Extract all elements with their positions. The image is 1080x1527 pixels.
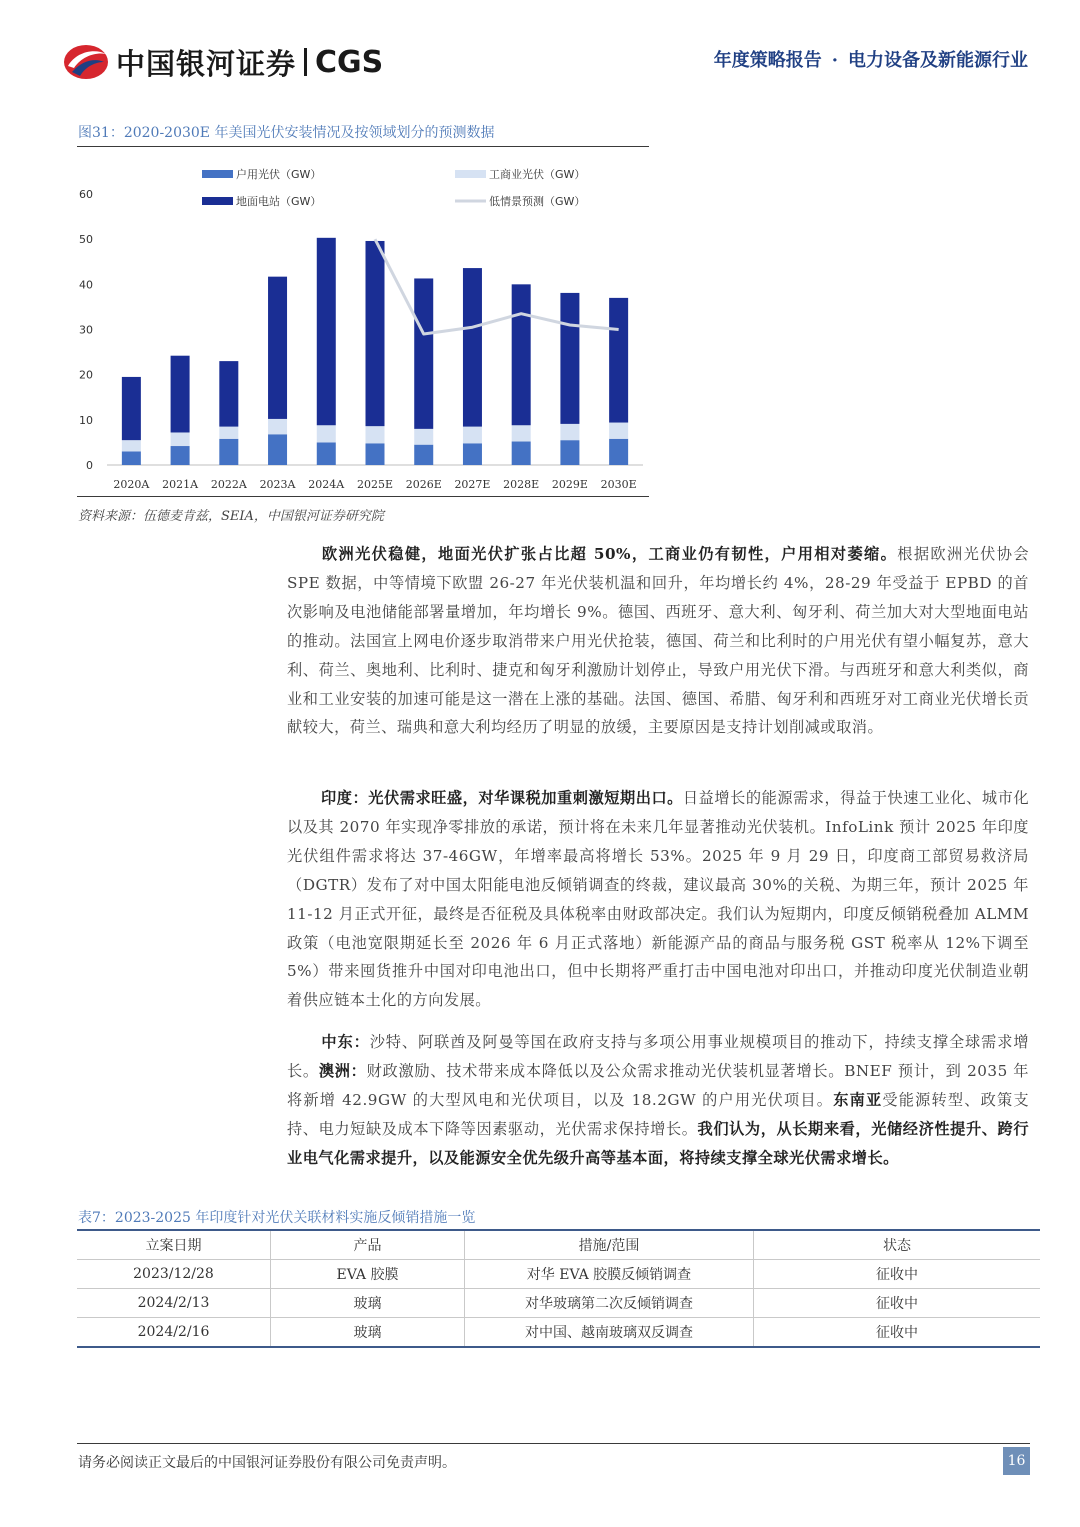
legend-swatch: [202, 170, 233, 178]
paragraph-europe-lead: 欧洲光伏稳健，地面光伏扩张占比超 50%，工商业仍有韧性，户用相对萎缩。: [321, 545, 898, 563]
y-tick-label: 20: [79, 368, 93, 382]
page-number: 16: [1003, 1447, 1030, 1475]
bar-residential: [268, 434, 287, 465]
bar-utility: [122, 377, 141, 440]
bar-commercial: [317, 425, 336, 442]
footer-disclaimer: 请务必阅读正文最后的中国银河证券股份有限公司免责声明。: [78, 1455, 456, 1471]
x-tick-label: 2022A: [210, 478, 247, 491]
bar-commercial: [463, 427, 482, 444]
bar-commercial: [414, 429, 433, 445]
conclusion-text: 我们认为，从长期来看，光储经济性提升、跨行业电气化需求提升，以及能源安全优先级升高等基本面，将持续支撑全球光伏需求增长。: [287, 1119, 1030, 1167]
legend-swatch: [455, 170, 486, 178]
pv-installation-chart: [77, 150, 649, 496]
cell-product: 玻璃: [271, 1289, 465, 1318]
footer-rule: [77, 1443, 1030, 1444]
cell-date: 2024/2/16: [77, 1318, 271, 1347]
table-caption: 表7：2023-2025 年印度针对光伏关联材料实施反倾销措施一览: [78, 1210, 476, 1226]
y-tick-label: 50: [79, 233, 93, 247]
bar-commercial: [512, 425, 531, 441]
bar-utility: [171, 356, 190, 433]
legend-label: 低情景预测（GW）: [489, 195, 586, 208]
header-separator: ·: [831, 50, 838, 71]
bar-residential: [560, 440, 579, 465]
x-tick-label: 2026E: [405, 478, 442, 491]
company-logo: [62, 38, 392, 86]
legend-label: 地面电站（GW）: [236, 195, 322, 208]
cell-product: EVA 胶膜: [271, 1260, 465, 1289]
cell-measure: 对华 EVA 胶膜反倾销调查: [465, 1260, 754, 1289]
table-row: [77, 1289, 1040, 1318]
y-tick-label: 60: [79, 188, 93, 201]
figure-source: 资料来源：伍德麦肯兹，SEIA，中国银河证券研究院: [78, 509, 384, 524]
header-filing-date: 立案日期: [77, 1231, 271, 1260]
bar-residential: [317, 442, 336, 465]
bar-residential: [512, 442, 531, 465]
galaxy-logo-icon: [62, 42, 110, 82]
chart-legend: [202, 167, 585, 208]
x-tick-label: 2028E: [503, 478, 540, 491]
bar-utility: [219, 361, 238, 426]
bar-residential: [219, 439, 238, 465]
x-tick-label: 2029E: [551, 478, 588, 491]
bar-commercial: [122, 440, 141, 451]
bar-utility: [609, 298, 628, 423]
x-tick-label: 2020A: [113, 478, 150, 491]
figure-caption: 图31：2020-2030E 年美国光伏安装情况及按领域划分的预测数据: [78, 125, 495, 141]
y-tick-label: 10: [79, 413, 93, 427]
industry-name: 电力设备及新能源行业: [848, 50, 1028, 71]
y-tick-label: 30: [79, 323, 93, 337]
y-tick-label: 0: [86, 459, 93, 472]
table-row: [77, 1260, 1040, 1289]
paragraph-europe-text: 根据欧洲光伏协会 SPE 数据，中等情境下欧盟 26-27 年光伏装机温和回升，年均增长约 4%，28-29 年受益于 EPBD 的首次影响及电池储能部署量增加，年均增长 9%。德国、西班牙、意大利、匈牙利、荷兰加大对大型地面电站的推动。法国宣上网电价逐步取消带来户用光伏抢装，德国、荷兰和比利时的户用光伏有望小幅复苏，意大利、荷兰、奥地利、比利时、捷克和匈牙利激励计划停止，导致户用光伏下滑。与西班牙和意大利类似，商业和工业安装的加速可能是这一潜在上涨的基础。法国、德国、希腊、匈牙利和西班牙对工商业光伏增长贡献较大，荷兰、瑞典和意大利均经历了明显的放缓，主要原因是支持计划削减或取消。: [287, 545, 1030, 737]
logo-cn-text: 中国银河证券: [116, 46, 297, 81]
bar-commercial: [171, 432, 190, 446]
southeast-asia-lead: 东南亚: [833, 1090, 883, 1109]
bar-utility: [414, 278, 433, 428]
bar-utility: [512, 284, 531, 425]
figure-bottom-rule: [77, 496, 649, 497]
header-status: 状态: [754, 1231, 1041, 1260]
cell-measure: 对华玻璃第二次反倾销调查: [465, 1289, 754, 1318]
bar-series: [122, 238, 628, 465]
y-axis: [79, 188, 643, 472]
bar-residential: [366, 443, 385, 465]
bar-utility: [268, 277, 287, 419]
table-row: [77, 1318, 1040, 1347]
y-tick-label: 40: [79, 278, 93, 292]
cell-measure: 对中国、越南玻璃双反调查: [465, 1318, 754, 1347]
bar-utility: [366, 241, 385, 426]
anti-dumping-table: [77, 1229, 1040, 1348]
table-header-row: [77, 1231, 1040, 1260]
bar-residential: [171, 446, 190, 465]
bar-commercial: [560, 424, 579, 440]
report-header: [714, 46, 1028, 72]
legend-swatch: [202, 197, 233, 205]
bar-residential: [609, 439, 628, 465]
logo-divider: [304, 48, 307, 76]
cell-status: 征收中: [876, 1325, 918, 1341]
bar-commercial: [609, 423, 628, 439]
middle-east-text: 沙特、阿联酋及阿曼等国在政府支持与多项公用事业规模项目的推动下，持续支撑全球需求增长。: [287, 1033, 1030, 1080]
cell-product: 玻璃: [271, 1318, 465, 1347]
middle-east-lead: 中东：: [321, 1033, 370, 1051]
x-tick-label: 2021A: [162, 478, 199, 491]
southeast-asia-text: 受能源转型、政策支持、电力短缺及成本下降等因素驱动，光伏需求保持增长。: [287, 1090, 1029, 1138]
bar-commercial: [268, 419, 287, 434]
x-tick-label: 2025E: [356, 478, 394, 491]
bar-commercial: [219, 427, 238, 439]
bar-utility: [317, 238, 336, 425]
paragraph-india-lead: 印度：光伏需求旺盛，对华课税加重刺激短期出口。: [321, 789, 683, 807]
figure-top-rule: [77, 146, 649, 147]
low-scenario-polyline: [375, 239, 619, 334]
cell-status: 征收中: [754, 1260, 1041, 1289]
low-scenario-line: [375, 239, 619, 334]
cell-date: 2024/2/13: [77, 1289, 271, 1318]
header-product: 产品: [271, 1231, 465, 1260]
bar-residential: [463, 443, 482, 465]
x-tick-label: 2027E: [454, 478, 491, 491]
legend-label: 工商业光伏（GW）: [489, 168, 586, 181]
bar-utility: [560, 293, 579, 424]
paragraph-other-markets: [287, 1028, 1029, 1173]
report-type: 年度策略报告: [713, 50, 822, 71]
australia-lead: 澳洲：: [318, 1061, 367, 1080]
paragraph-india: [287, 784, 1029, 1015]
logo-en-text: CGS: [315, 44, 384, 80]
paragraph-europe: [287, 540, 1029, 742]
bar-utility: [463, 268, 482, 427]
header-measure: 措施/范围: [465, 1231, 754, 1260]
x-tick-label: 2023A: [259, 478, 296, 491]
australia-text: 财政激励、技术带来成本降低以及公众需求推动光伏装机显著增长。BNEF 预计，到 2035 年将新增 42.9GW 的大型风电和光伏项目，以及 18.2GW 的户用光伏项目。: [287, 1061, 1029, 1109]
x-tick-label: 2030E: [600, 478, 637, 491]
x-axis: [113, 478, 636, 491]
cell-date: 2023/12/28: [77, 1260, 271, 1289]
bar-residential: [414, 445, 433, 465]
bar-commercial: [366, 426, 385, 443]
bar-residential: [122, 451, 141, 465]
paragraph-india-text: 日益增长的能源需求，得益于快速工业化、城市化以及其 2070 年实现净零排放的承诺，预计将在未来几年显著推动光伏装机。InfoLink 预计 2025 年印度光伏组件需求将达 37-46GW，年增率最高将增长 53%。2025 年 9 月 29 日，印度商工部贸易救济局（DGTR）发布了对中国太阳能电池反倾销调查的终裁，建议最高 30%的关税、为期三年，预计 2025 年 11-12 月正式开征，最终是否征税及具体税率由财政部决定。我们认为短期内，印度反倾销税叠加 ALMM 政策（电池宽限期延长至 2026 年 6 月正式落地）新能源产品的商品与服务税 GST 税率从 12%下调至 5%）带来囤货推升中国对印电池出口，但中长期将严重打击中国电池对印出口，并推动印度光伏制造业朝着供应链本土化的方向发展。: [287, 789, 1030, 1010]
cell-status: 征收中: [754, 1289, 1041, 1318]
legend-label: 户用光伏（GW）: [236, 168, 322, 181]
x-tick-label: 2024A: [308, 478, 345, 491]
